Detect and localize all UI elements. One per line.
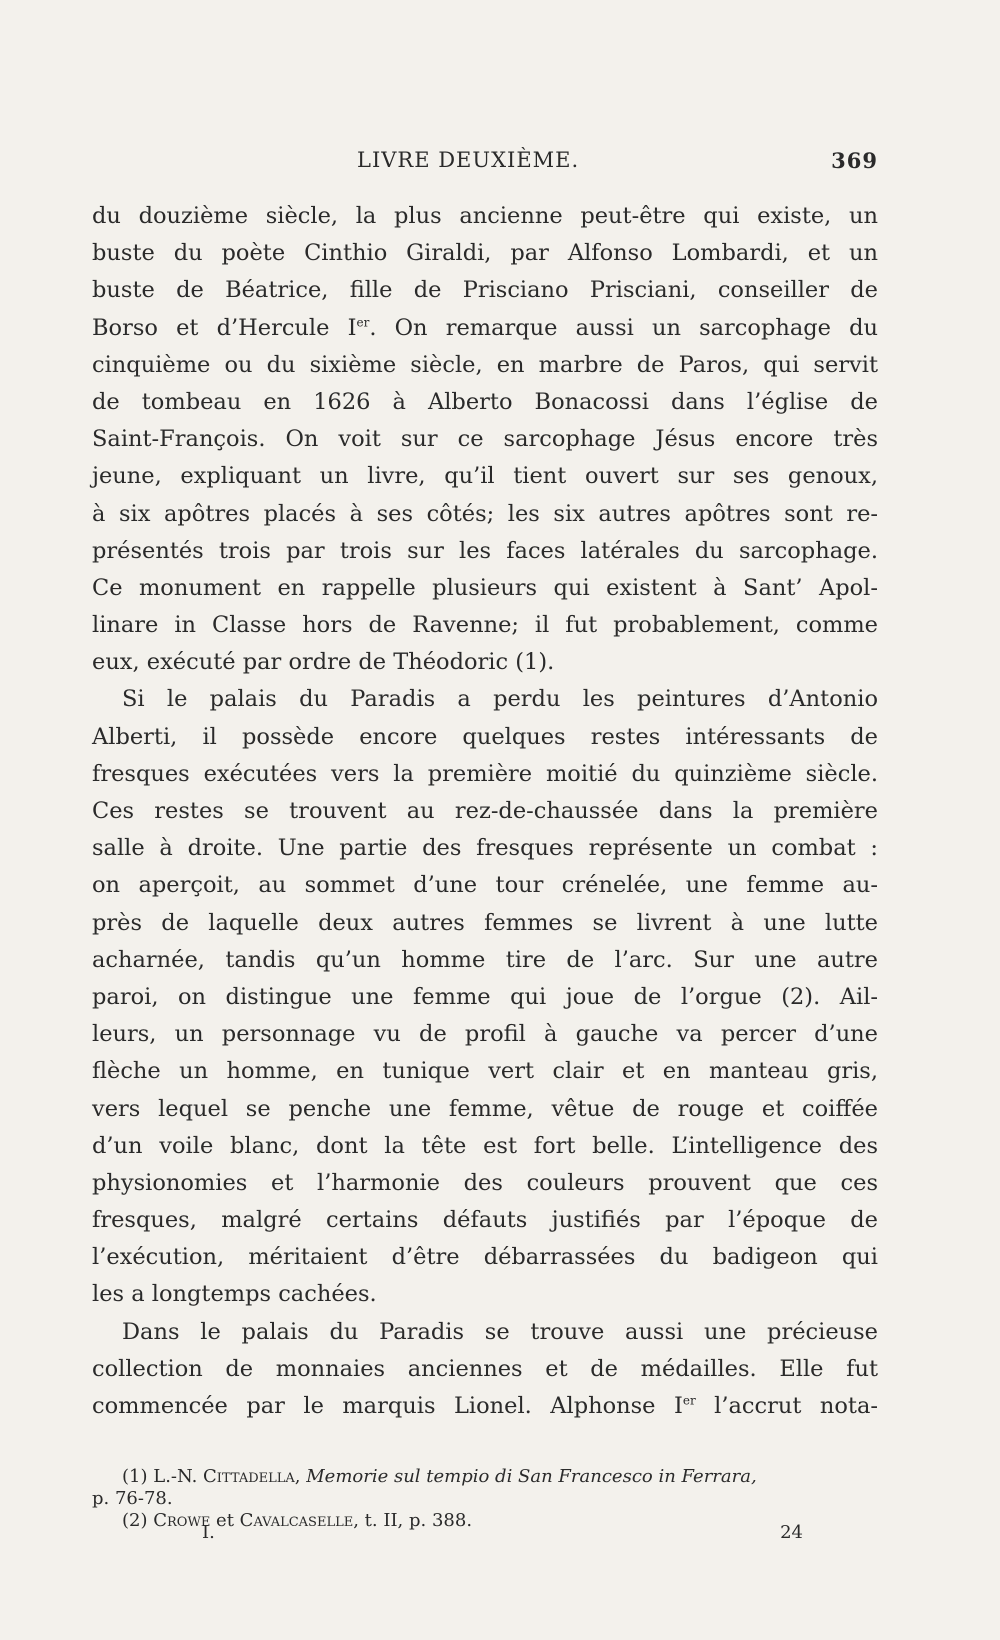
text-fragment: l’accrut nota- xyxy=(695,1393,878,1419)
text-line: linare in Classe hors de Ravenne; il fut probablement, comme xyxy=(92,612,878,639)
page-number: 369 xyxy=(831,148,878,173)
text-line: de tombeau en 1626 à Alberto Bonacossi dans l’église de xyxy=(92,388,878,415)
text-fragment: commencée par le marquis Lionel. Alphonse I xyxy=(92,1393,683,1419)
text-fragment: . On remarque aussi un sarcophage du xyxy=(369,314,879,341)
text-fragment: Borso et d’Hercule I xyxy=(92,314,357,341)
footnote-title: Memorie sul tempio di San Francesco in Ferrara, xyxy=(306,1466,757,1487)
text-line: près de laquelle deux autres femmes se livrent à une lutte xyxy=(92,909,878,936)
text-line: les a longtemps cachées. xyxy=(92,1281,377,1308)
footnote-conjunction: et xyxy=(216,1510,234,1531)
text-line: Dans le palais du Paradis se trouve aussi une précieuse xyxy=(122,1318,878,1345)
text-line: eux, exécuté par ordre de Théodoric (1). xyxy=(92,649,555,676)
text-line: d’un voile blanc, dont la tête est fort belle. L’intelligence des xyxy=(92,1132,878,1159)
text-line: Ces restes se trouvent au rez-de-chaussée dans la première xyxy=(92,798,878,824)
text-line xyxy=(92,310,878,347)
text-line: flèche un homme, en tunique vert clair et en manteau gris, xyxy=(92,1058,878,1085)
text-line: salle à droite. Une partie des fresques représente un combat : xyxy=(92,835,878,862)
footnote-marker: (2) xyxy=(122,1510,148,1531)
text-line: présentés trois par trois sur les faces latérales du sarcophage. xyxy=(92,537,878,564)
text-line: buste du poète Cinthio Giraldi, par Alfonso Lombardi, et un xyxy=(92,240,878,267)
text-line: leurs, un personnage vu de profil à gauche va percer d’une xyxy=(92,1021,878,1048)
text-line: fresques exécutées vers la première moitié du quinzième siècle. xyxy=(92,760,878,787)
text-line: paroi, on distingue une femme qui joue de l’orgue (2). Ail- xyxy=(92,983,878,1010)
text-line: collection de monnaies anciennes et de médailles. Elle fut xyxy=(92,1355,878,1382)
footnote-1 xyxy=(92,1466,878,1488)
text-line: cinquième ou du sixième siècle, en marbre de Paros, qui servit xyxy=(92,351,878,378)
sheet-number: 24 xyxy=(780,1522,803,1543)
text-line: jeune, expliquant un livre, qu’il tient ouvert sur ses genoux, xyxy=(92,463,878,490)
superscript: er xyxy=(356,315,370,330)
footnote-author: Crowe xyxy=(153,1510,211,1531)
footnote-author: L.-N. Cittadella, xyxy=(153,1466,301,1487)
text-line: du douzième siècle, la plus ancienne peut-être qui existe, un xyxy=(92,203,878,229)
text-line xyxy=(92,1388,878,1425)
text-line: buste de Béatrice, fille de Prisciano Prisciani, conseiller de xyxy=(92,277,878,304)
text-line: physionomies et l’harmonie des couleurs prouvent que ces xyxy=(92,1169,878,1196)
text-line: Si le palais du Paradis a perdu les peintures d’Antonio xyxy=(122,686,878,713)
text-line: acharnée, tandis qu’un homme tire de l’arc. Sur une autre xyxy=(92,946,878,973)
footnote-author: Cavalcaselle, xyxy=(239,1510,359,1531)
text-line: Saint-François. On voit sur ce sarcophage Jésus encore très xyxy=(92,426,878,453)
footnote-marker: (1) xyxy=(122,1466,148,1487)
text-line: fresques, malgré certains défauts justifiés par l’époque de xyxy=(92,1207,878,1234)
footnote-reference: t. II, p. 388. xyxy=(364,1510,473,1531)
text-line: l’exécution, méritaient d’être débarrassées du badigeon qui xyxy=(92,1244,878,1271)
text-line: à six apôtres placés à ses côtés; les six autres apôtres sont re- xyxy=(92,500,878,527)
body-text xyxy=(92,198,878,1425)
running-title: LIVRE DEUXIÈME. xyxy=(357,148,580,172)
superscript: er xyxy=(682,1393,696,1408)
text-line: Alberti, il possède encore quelques restes intéressants de xyxy=(92,723,878,750)
text-line: on aperçoit, au sommet d’une tour crénelée, une femme au- xyxy=(92,872,878,899)
text-line: Ce monument en rappelle plusieurs qui existent à Sant’ Apol- xyxy=(92,574,878,601)
text-line: vers lequel se penche une femme, vêtue de rouge et coiffée xyxy=(92,1095,878,1122)
signature-mark: I. xyxy=(202,1522,215,1543)
footnote-1-continued: p. 76-78. xyxy=(92,1488,173,1509)
